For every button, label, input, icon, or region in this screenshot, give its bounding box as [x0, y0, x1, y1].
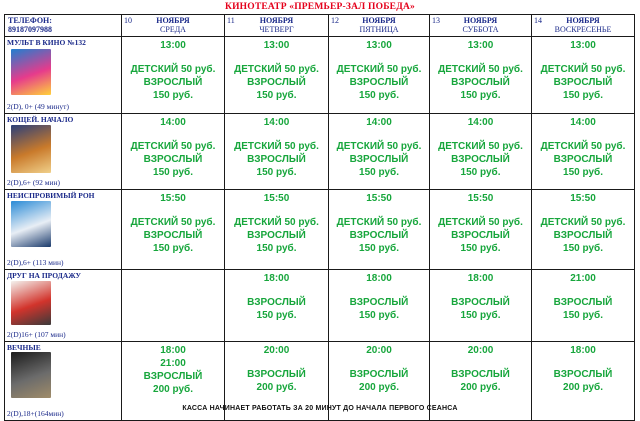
session-cell — [329, 190, 430, 270]
film-poster — [11, 281, 51, 325]
session-cell — [122, 270, 225, 342]
session-time: 13:00 — [160, 40, 186, 51]
session-cell — [430, 114, 532, 190]
day-header — [122, 15, 225, 37]
adult-price: 150 руб. — [359, 90, 399, 101]
adult-price: 150 руб. — [563, 310, 603, 321]
film-poster — [11, 49, 51, 95]
session-time: 15:50 — [467, 193, 494, 204]
film-format-age: 2(D), 0+ (49 минут) — [7, 102, 69, 111]
day-number: 12 — [331, 16, 339, 25]
schedule-table — [4, 14, 635, 421]
adult-price: 200 руб. — [153, 384, 193, 395]
adult-label: ВЗРОСЛЫЙ — [451, 230, 510, 241]
adult-price: 150 руб. — [460, 243, 501, 254]
adult-label: ВЗРОСЛЫЙ — [553, 230, 613, 241]
adult-price: 150 руб. — [153, 167, 193, 178]
adult-label: ВЗРОСЛЫЙ — [247, 297, 306, 308]
session-cell — [532, 270, 635, 342]
day-month: НОЯБРЯ — [566, 16, 600, 25]
film-format-age: 2(D)16+ (107 мин) — [7, 330, 66, 339]
session-cell — [122, 37, 225, 114]
day-number: 14 — [534, 16, 542, 25]
film-title: ВЕЧНЫЕ — [7, 343, 41, 352]
child-price: ДЕТСКИЙ 50 руб. — [130, 64, 216, 75]
day-month: НОЯБРЯ — [259, 16, 294, 25]
session-time: 13:00 — [570, 40, 596, 51]
day-of-week: ВОСКРЕСЕНЬЕ — [554, 25, 612, 34]
adult-price: 150 руб. — [153, 243, 193, 254]
day-number: 13 — [432, 16, 440, 25]
film-row — [5, 190, 635, 270]
adult-label: ВЗРОСЛЫЙ — [451, 297, 510, 308]
session-time: 18:00 — [263, 273, 290, 284]
film-row — [5, 270, 635, 342]
adult-price: 150 руб. — [563, 167, 603, 178]
adult-label: ВЗРОСЛЫЙ — [553, 154, 613, 165]
session-cell — [225, 270, 329, 342]
adult-label: ВЗРОСЛЫЙ — [349, 230, 409, 241]
adult-price: 200 руб. — [256, 382, 297, 393]
film-title: ДРУГ НА ПРОДАЖУ — [7, 271, 82, 280]
adult-label: ВЗРОСЛЫЙ — [247, 230, 306, 241]
child-price: ДЕТСКИЙ 50 руб. — [336, 141, 422, 152]
day-of-week: ЧЕТВЕРГ — [259, 25, 294, 34]
session-time: 20:00 — [263, 345, 290, 356]
cinema-title: КИНОТЕАТР «ПРЕМЬЕР-ЗАЛ ПОБЕДА» — [225, 2, 415, 12]
adult-label: ВЗРОСЛЫЙ — [247, 154, 306, 165]
session-cell — [329, 270, 430, 342]
session-time: 14:00 — [467, 117, 494, 128]
session-cell — [430, 37, 532, 114]
session-time: 13:00 — [366, 40, 392, 51]
session-time: 15:50 — [263, 193, 290, 204]
day-month: НОЯБРЯ — [156, 16, 190, 25]
adult-price: 150 руб. — [256, 243, 297, 254]
adult-label: ВЗРОСЛЫЙ — [143, 230, 203, 241]
session-cell — [122, 190, 225, 270]
child-price: ДЕТСКИЙ 50 руб. — [438, 141, 523, 152]
day-header — [225, 15, 329, 37]
child-price: ДЕТСКИЙ 50 руб. — [438, 217, 523, 228]
session-time: 18:00 — [570, 345, 596, 356]
session-time: 14:00 — [366, 117, 392, 128]
session-time: 13:00 — [467, 40, 494, 51]
adult-label: ВЗРОСЛЫЙ — [451, 154, 510, 165]
child-price: ДЕТСКИЙ 50 руб. — [130, 217, 216, 228]
film-title: МУЛЬТ В КИНО №132 — [7, 38, 86, 47]
child-price: ДЕТСКИЙ 50 руб. — [234, 217, 319, 228]
session-time: 21:00 — [160, 358, 186, 369]
film-cell — [5, 270, 122, 342]
header-row — [5, 15, 635, 37]
adult-price: 150 руб. — [460, 310, 501, 321]
film-poster — [11, 125, 51, 173]
adult-label: ВЗРОСЛЫЙ — [553, 77, 613, 88]
adult-label: ВЗРОСЛЫЙ — [553, 369, 613, 380]
adult-label: ВЗРОСЛЫЙ — [247, 369, 306, 380]
child-price: ДЕТСКИЙ 50 руб. — [130, 141, 216, 152]
film-poster — [11, 352, 51, 398]
session-cell — [329, 114, 430, 190]
adult-label: ВЗРОСЛЫЙ — [349, 369, 409, 380]
session-time: 21:00 — [570, 273, 596, 284]
adult-label: ВЗРОСЛЫЙ — [349, 154, 409, 165]
adult-price: 150 руб. — [563, 90, 603, 101]
adult-price: 150 руб. — [256, 310, 297, 321]
adult-price: 150 руб. — [563, 243, 603, 254]
adult-label: ВЗРОСЛЫЙ — [143, 154, 203, 165]
adult-price: 150 руб. — [153, 90, 193, 101]
adult-price: 200 руб. — [359, 382, 399, 393]
film-row — [5, 37, 635, 114]
child-price: ДЕТСКИЙ 50 руб. — [234, 64, 319, 75]
session-time: 20:00 — [366, 345, 392, 356]
session-time: 14:00 — [263, 117, 290, 128]
child-price: ДЕТСКИЙ 50 руб. — [540, 64, 626, 75]
film-title: НЕИСПРОВИМЫЙ РОН — [7, 191, 95, 200]
phone-label: ТЕЛЕФОН: — [8, 16, 52, 25]
adult-price: 150 руб. — [460, 90, 501, 101]
film-poster — [11, 201, 51, 247]
film-format-age: 2(D),6+ (92 мин) — [7, 178, 61, 187]
session-cell — [532, 114, 635, 190]
session-time: 18:00 — [160, 345, 186, 356]
session-cell — [430, 190, 532, 270]
adult-price: 150 руб. — [359, 243, 399, 254]
session-time: 18:00 — [366, 273, 392, 284]
film-row — [5, 114, 635, 190]
session-cell — [225, 114, 329, 190]
day-month: НОЯБРЯ — [362, 16, 396, 25]
child-price: ДЕТСКИЙ 50 руб. — [540, 217, 626, 228]
day-of-week: ПЯТНИЦА — [359, 25, 399, 34]
adult-price: 200 руб. — [563, 382, 603, 393]
session-cell — [430, 270, 532, 342]
day-of-week: СУББОТА — [462, 25, 499, 34]
adult-label: ВЗРОСЛЫЙ — [553, 297, 613, 308]
film-title: КОЩЕЙ. НАЧАЛО — [7, 115, 74, 124]
adult-price: 150 руб. — [460, 167, 501, 178]
day-header — [329, 15, 430, 37]
box-office-note: КАССА НАЧИНАЕТ РАБОТАТЬ ЗА 20 МИНУТ ДО НАЧАЛА ПЕРВОГО СЕАНСА — [182, 405, 458, 412]
film-cell — [5, 190, 122, 270]
child-price: ДЕТСКИЙ 50 руб. — [336, 217, 422, 228]
session-cell — [225, 190, 329, 270]
day-number: 10 — [124, 16, 132, 25]
child-price: ДЕТСКИЙ 50 руб. — [540, 141, 626, 152]
session-time: 18:00 — [467, 273, 494, 284]
session-cell — [122, 114, 225, 190]
session-time: 15:50 — [160, 193, 186, 204]
adult-label: ВЗРОСЛЫЙ — [143, 77, 203, 88]
child-price: ДЕТСКИЙ 50 руб. — [438, 64, 523, 75]
session-time: 15:50 — [366, 193, 392, 204]
child-price: ДЕТСКИЙ 50 руб. — [336, 64, 422, 75]
session-cell — [532, 37, 635, 114]
session-time: 13:00 — [263, 40, 290, 51]
day-number: 11 — [227, 16, 235, 25]
day-month: НОЯБРЯ — [463, 16, 498, 25]
adult-price: 150 руб. — [256, 167, 297, 178]
session-cell — [532, 190, 635, 270]
session-cell — [329, 37, 430, 114]
child-price: ДЕТСКИЙ 50 руб. — [234, 141, 319, 152]
film-format-age: 2(D),18+(164мин) — [7, 409, 64, 418]
day-header — [430, 15, 532, 37]
adult-price: 150 руб. — [256, 90, 297, 101]
adult-label: ВЗРОСЛЫЙ — [451, 369, 510, 380]
adult-price: 150 руб. — [359, 167, 399, 178]
day-of-week: СРЕДА — [160, 25, 186, 34]
adult-label: ВЗРОСЛЫЙ — [349, 77, 409, 88]
film-cell — [5, 37, 122, 114]
adult-label: ВЗРОСЛЫЙ — [349, 297, 409, 308]
phone-cell — [5, 15, 122, 37]
film-format-age: 2(D),6+ (113 мин) — [7, 258, 64, 267]
adult-label: ВЗРОСЛЫЙ — [451, 77, 510, 88]
adult-price: 150 руб. — [359, 310, 399, 321]
session-time: 14:00 — [570, 117, 596, 128]
session-time: 14:00 — [160, 117, 186, 128]
adult-label: ВЗРОСЛЫЙ — [247, 77, 306, 88]
session-time: 15:50 — [570, 193, 596, 204]
day-header — [532, 15, 635, 37]
session-cell — [225, 37, 329, 114]
adult-price: 200 руб. — [460, 382, 501, 393]
adult-label: ВЗРОСЛЫЙ — [143, 371, 203, 382]
session-time: 20:00 — [467, 345, 494, 356]
phone-number: 89187097988 — [8, 25, 52, 34]
film-cell — [5, 114, 122, 190]
